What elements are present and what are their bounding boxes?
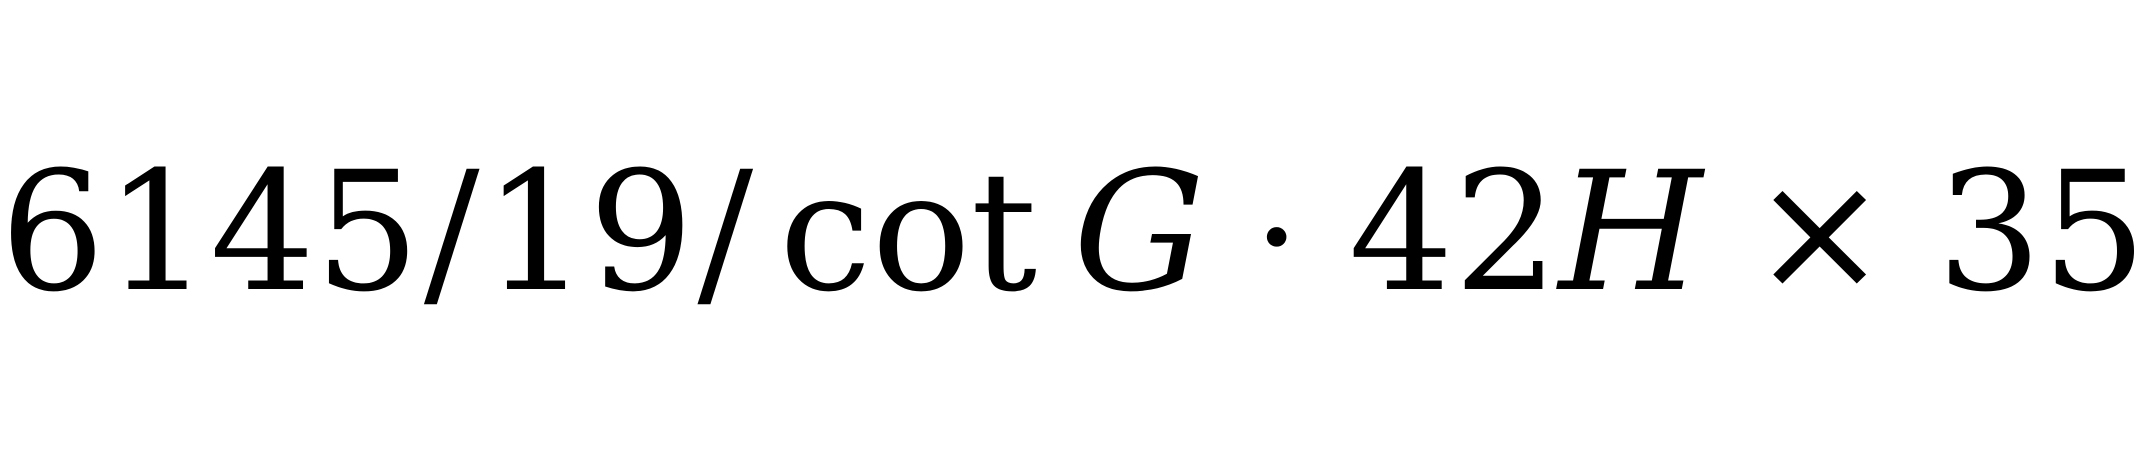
division-slash-2: / — [697, 136, 754, 328]
times-operator: × — [1750, 136, 1889, 328]
variable-h: H — [1558, 136, 1703, 328]
number-19: 19 — [483, 136, 694, 328]
cdot-operator: · — [1252, 151, 1301, 325]
variable-g: G — [1073, 136, 1205, 328]
number-35: 35 — [1936, 136, 2147, 328]
math-expression — [0, 136, 2147, 328]
number-6145: 6145 — [0, 136, 420, 328]
cot-function: cot — [779, 136, 1038, 328]
division-slash-1: / — [423, 136, 480, 328]
number-42: 42 — [1348, 136, 1559, 328]
